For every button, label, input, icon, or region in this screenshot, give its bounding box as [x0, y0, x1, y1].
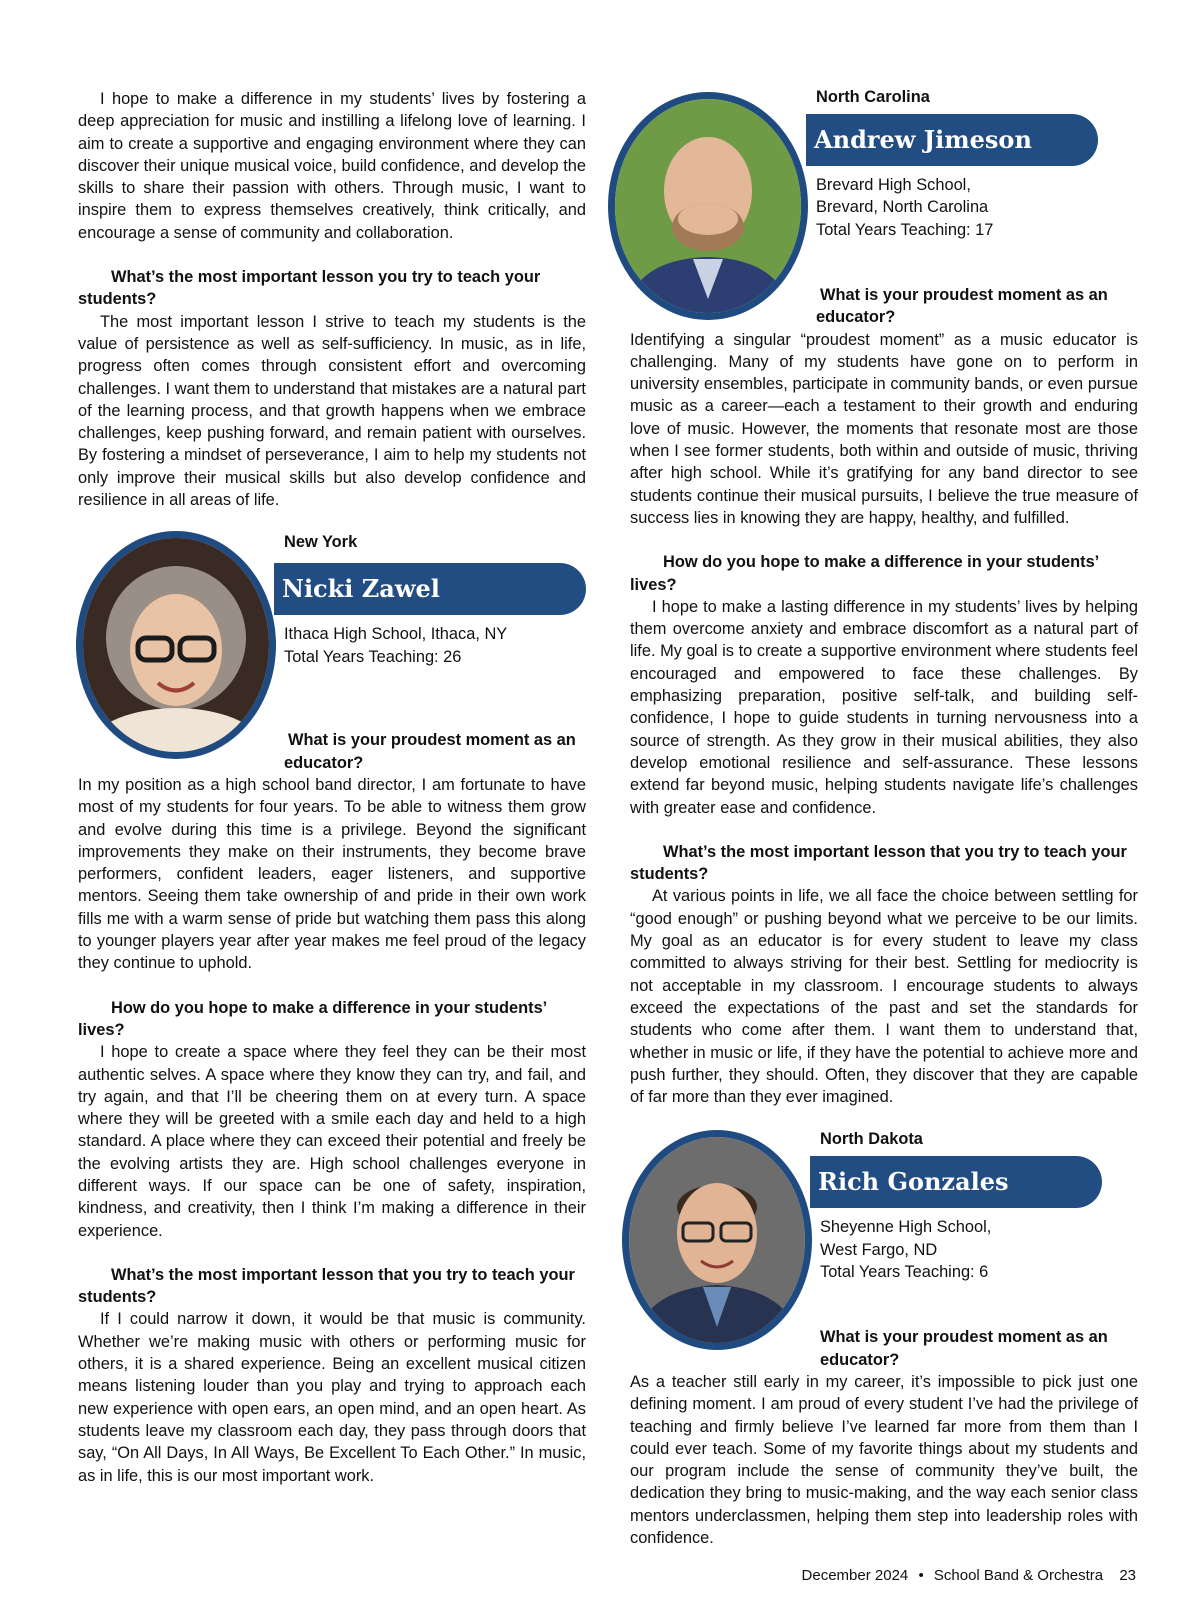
answer-difference: I hope to create a space where they feel they can be their most authentic selves. A space where they know they can try, and fail, and try again, and that I’ll be cheering them on at every turn. A space where they will be greeted with a smile each day and held to a high standard. A place where they can exceed their potential and freely be the evolving artists they are. High school challenges everyone in different ways. If our space can be one of safety, inspiration, kindness, and creativity, then I think I’m making a difference in their experience.: [78, 1043, 586, 1240]
portrait-photo: [78, 533, 274, 757]
question-lesson: What’s the most important lesson that you try to teach your students?: [630, 842, 1127, 884]
state-label: New York: [284, 533, 358, 552]
answer-proudest: In my position as a high school band director, I am fortunate to have most of my students for four years. To be able to witness them grow and evolve during this time is a privilege. Beyond the significant improvements they make on their instruments, they become brave performers, confident leaders, eager listeners, and supportive mentors. Seeing them take ownership of and pride in their own work fills me with a warm sense of pride but watching them pass this along to younger players year after year makes me feel proud of the legacy they continue to uphold.: [78, 775, 586, 973]
school-name: Ithaca High School, Ithaca, NY: [284, 625, 508, 644]
intro-paragraph: I hope to make a difference in my students’ lives by fostering a deep appreciation for music and instilling a lifelong love of learning. I aim to create a supportive and engaging environment where they can discover their unique musical voice, build confidence, and develop the skills to share their passion with others. Through music, I want to inspire them to express themselves creatively, think critically, and encourage a sense of community and collaboration.: [78, 90, 586, 242]
answer-lesson-2: If I could narrow it down, it would be that music is community. Whether we’re making music with others or performing music for others, it is a shared experience. Being an excellent musical citizen means listening louder than you play and trying to approach each new experience with open ears, an open mind, and an open heart. As students leave my classroom each day, they pass through doors that say, “On All Days, In All Ways, Be Excellent To Each Other.” In music, as in life, this is our most important work.: [78, 1310, 586, 1485]
profile-rich-gonzales: [630, 1130, 1138, 1326]
portrait-photo: [610, 94, 806, 318]
portrait-man-icon: [615, 99, 801, 313]
name-banner: Nicki Zawel: [274, 563, 586, 615]
issue-date: December 2024: [801, 1567, 909, 1584]
profile-andrew-jimeson: [630, 88, 1138, 284]
answer-proudest: Identifying a singular “proudest moment” as a music educator is challenging. Many of my students have gone on to perform in university ensembles, participate in community bands, or even pursue music as a career—each a testament to their growth and enduring love of music. However, the moments that resonate most are those when I see former students, both within and outside of music, thriving after high school. While it’s gratifying for any band director to see students continue their musical pursuits, I believe the true measure of success lies in knowing they are happy, healthy, and fulfilled.: [630, 330, 1138, 527]
state-label: North Carolina: [816, 88, 930, 106]
school-info: [284, 623, 507, 668]
footer-bullet: •: [918, 1567, 924, 1584]
name-banner: Andrew Jimeson: [806, 114, 1098, 166]
portrait-photo: [624, 1132, 810, 1348]
question-proudest: What is your proudest moment as an educator?: [816, 286, 1108, 327]
answer-lesson: The most important lesson I strive to teach my students is the value of persistence as well as self-sufficiency. In music, as in life, progress often comes through consistent effort and overcoming challenges. I want them to understand that mistakes are a natural part of the learning process, and that growth happens when we embrace challenges, keep pushing forward, and remain patient with ourselves. By fostering a mindset of perseverance, I aim to help my students not only improve their musical skills but also develop confidence and resilience in all areas of life.: [78, 312, 586, 510]
profile-nicki-zawel: [78, 533, 586, 729]
question-difference: How do you hope to make a difference in your students’ lives?: [78, 998, 547, 1039]
school-location: Brevard, North Carolina: [816, 198, 989, 217]
school-name: Brevard High School,: [816, 176, 971, 194]
portrait-man-icon: [629, 1137, 805, 1343]
publication-name: School Band & Orchestra: [933, 1567, 1104, 1584]
years-teaching: Total Years Teaching: 17: [816, 220, 994, 239]
school-location: West Fargo, ND: [820, 1240, 938, 1259]
years-teaching: Total Years Teaching: 6: [820, 1262, 989, 1281]
school-info: [820, 1216, 991, 1283]
question-lesson-2: What’s the most important lesson that you try to teach your students?: [78, 1265, 575, 1307]
right-column: [630, 88, 1138, 1549]
school-info: [816, 174, 993, 241]
question-difference: How do you hope to make a difference in your students’ lives?: [630, 553, 1099, 594]
answer-lesson: At various points in life, we all face the choice between settling for “good enough” or pushing beyond what we perceive to be our limits. My goal as an educator is for every student to leave my class committed to always striving for their best. Settling for mediocrity is not acceptable in my classroom. I encourage students to always exceed the expectations of the past and set the standards for students who come after them. I want them to understand that, whether in music or life, if they have the potential to achieve more and push further, they should. Often, they discover that they are capable of far more than they ever imagined.: [630, 887, 1138, 1107]
question-lesson: What’s the most important lesson you try to teach your students?: [78, 268, 541, 309]
answer-proudest: As a teacher still early in my career, it’s impossible to pick just one defining moment. I am proud of every student I’ve had the privilege of teaching and firmly believe I’ve learned far more from them than I could ever teach. Some of my favorite things about my students and our program include the sense of community they’ve built, the dedication they bring to music-making, and the way each senior class mentors underclassmen, helping them step into leadership roles with confidence.: [630, 1372, 1138, 1548]
question-proudest: What is your proudest moment as an educator?: [820, 1328, 1108, 1369]
years-teaching: Total Years Teaching: 26: [284, 647, 462, 666]
page-footer: [796, 1567, 1136, 1584]
answer-difference: I hope to make a lasting difference in my students’ lives by helping them overcome anxiety and embrace discomfort as a natural part of life. My goal is to create a supportive environment where students feel encouraged and empowered to face these challenges. By emphasizing preparation, positive self-talk, and building self-confidence, I hope to guide students in turning nervousness into a source of strength. As they grow in their musical abilities, they also develop emotional resilience and self-assurance. These lessons extend far beyond music, helping students navigate life’s challenges with greater ease and confidence.: [630, 597, 1138, 817]
question-proudest: What is your proudest moment as an educator?: [284, 731, 576, 772]
left-column: [78, 88, 586, 1487]
portrait-woman-icon: [83, 538, 269, 752]
school-name: Sheyenne High School,: [820, 1218, 992, 1237]
state-label: North Dakota: [820, 1130, 923, 1149]
name-banner: Rich Gonzales: [810, 1156, 1102, 1208]
page-number: 23: [1119, 1567, 1136, 1584]
